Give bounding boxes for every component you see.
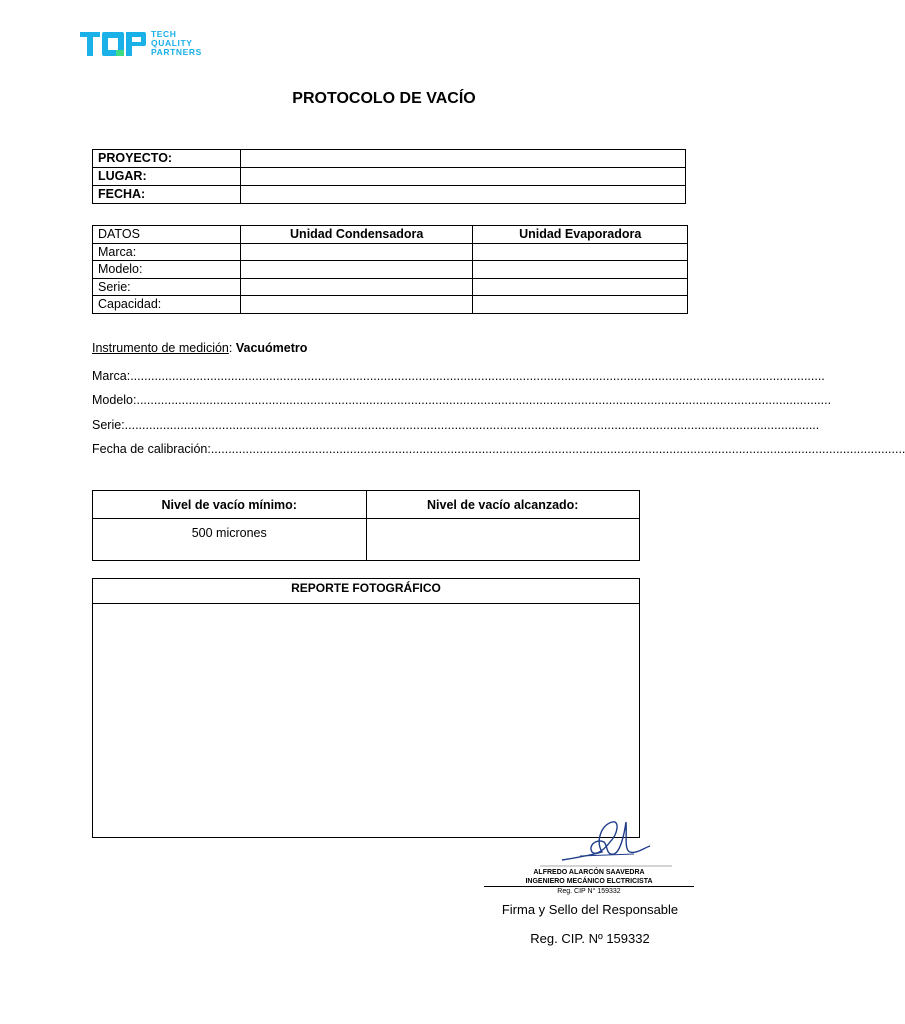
date-label: FECHA: [93,186,241,204]
reached-vacuum-value[interactable] [366,519,640,561]
photo-area[interactable] [93,604,639,837]
signature-stamp [484,812,694,894]
handwritten-signature [484,812,694,872]
registration-caption: Reg. CIP. Nº 159332 [530,931,650,946]
reached-vacuum-header: Nivel de vacío alcanzado: [366,491,640,519]
field-label: Serie: [92,418,125,432]
table-row [93,296,688,314]
dotted-line: ........................................................................................................................................................................................................ [130,369,825,383]
datos-header: DATOS [93,226,241,244]
logo-line-2: QUALITY [151,38,193,48]
instrument-model-field[interactable] [92,393,832,407]
instrument-brand-field[interactable] [92,369,825,383]
brand-condensing-cell[interactable] [241,243,473,261]
photo-report-box [92,578,640,838]
capacity-label: Capacidad: [93,296,241,314]
instrument-value: Vacuómetro [235,341,308,355]
instrument-serial-field[interactable] [92,418,820,432]
logo-wordmark [151,30,202,57]
vacuum-level-table [92,490,640,561]
table-header-row [93,491,640,519]
evaporator-unit-header: Unidad Evaporadora [473,226,688,244]
field-label: Fecha de calibración: [92,442,211,456]
place-value-cell[interactable] [241,168,686,186]
dotted-line: ........................................................................................................................................................................................................ [124,418,820,432]
equipment-data-table [92,225,688,314]
document-title: PROTOCOLO DE VACÍO [292,90,476,107]
dotted-line: ........................................................................................................................................................................................................ [136,393,832,407]
table-row [93,243,688,261]
calibration-date-field[interactable] [92,442,905,456]
condensing-unit-header: Unidad Condensadora [241,226,473,244]
field-label: Modelo: [92,393,137,407]
signer-role: INGENIERO MECÁNICO ELCTRICISTA [484,878,694,887]
serial-condensing-cell[interactable] [241,278,473,296]
tqp-logo-mark [80,28,148,60]
table-row [93,261,688,279]
project-value-cell[interactable] [241,150,686,168]
signature-caption: Firma y Sello del Responsable [501,902,679,917]
logo-line-1: TECH [151,29,177,39]
min-vacuum-header: Nivel de vacío mínimo: [93,491,367,519]
instrument-label: Instrumento de medición [92,341,229,355]
photo-report-title: REPORTE FOTOGRÁFICO [93,579,639,604]
signer-name: ALFREDO ALARCÓN SAAVEDRA [533,869,645,876]
date-value-cell[interactable] [241,186,686,204]
model-condensing-cell[interactable] [241,261,473,279]
capacity-condensing-cell[interactable] [241,296,473,314]
project-label: PROYECTO: [93,150,241,168]
table-row [93,278,688,296]
table-row [93,519,640,561]
field-label: Marca: [92,369,131,383]
table-header-row [93,226,688,244]
min-vacuum-value: 500 micrones [93,519,367,561]
table-row [93,186,686,204]
table-row [93,150,686,168]
serial-label: Serie: [93,278,241,296]
table-row [93,168,686,186]
instrument-line [92,341,640,355]
instrument-separator: : [228,341,236,355]
brand-label: Marca: [93,243,241,261]
logo-line-3: PARTNERS [151,47,202,57]
place-label: LUGAR: [93,168,241,186]
model-evaporator-cell[interactable] [473,261,688,279]
model-label: Modelo: [93,261,241,279]
serial-evaporator-cell[interactable] [473,278,688,296]
company-logo [80,28,220,62]
signer-reg: Reg. CIP N° 159332 [557,888,621,895]
project-info-table [92,149,686,204]
brand-evaporator-cell[interactable] [473,243,688,261]
dotted-line: ........................................................................................................................................................................................................ [210,442,905,456]
capacity-evaporator-cell[interactable] [473,296,688,314]
